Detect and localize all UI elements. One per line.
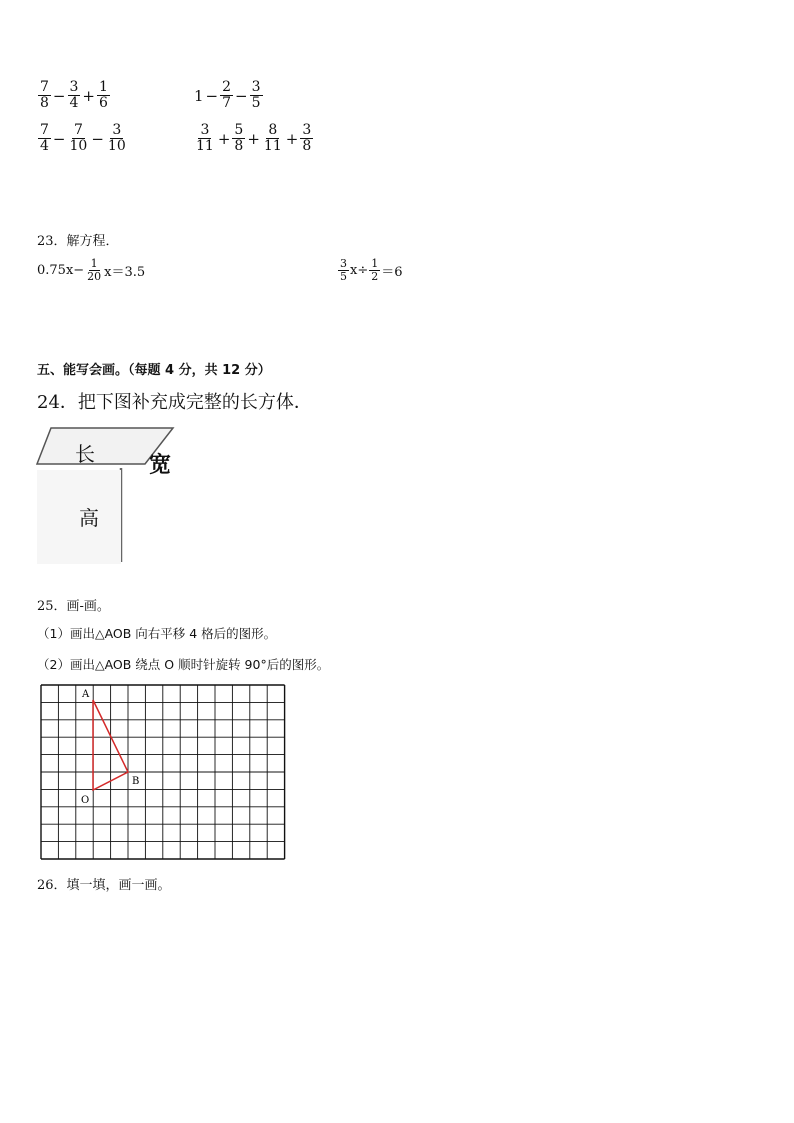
section-5-title: 五、能写会画。（每题 4 分，共 12 分） [37,363,271,378]
fraction: $\frac{3}{11}$ [196,122,214,154]
question-25-item-1: （1）画出△AOB 向右平移 4 格后的图形。 [37,626,277,641]
fraction: $\frac{2}{7}$ [222,79,232,111]
fraction: $\frac{1}{2}$ [371,257,379,283]
question-26-title: 26．填一填，画一画。 [37,878,171,893]
fraction: $\frac{3}{4}$ [69,79,79,111]
cuboid-figure [35,418,195,566]
grid-figure [38,682,290,864]
cuboid-drawing [35,418,195,566]
point-a-label: A [82,689,90,700]
fraction: $\frac{3}{5}$ [340,257,347,283]
calc-expression-3: $\frac{7}{4}$ − $\frac{7}{10}$ − $\frac{3}{10}$ [40,122,126,154]
label-width: 宽 [149,453,172,478]
grid-drawing [38,682,290,864]
question-25-item-2: （2）画出△AOB 绕点 O 顺时针旋转 90°后的图形。 [37,657,330,672]
question-24-title: 24．把下图补充成完整的长方体． [37,392,312,413]
fraction: $\frac{1}{6}$ [99,79,108,111]
equation-2: $\frac{3}{5}$ x÷ $\frac{1}{2}$ ＝6 [340,257,403,283]
fraction: $\frac{7}{10}$ [69,122,88,154]
fraction: $\frac{3}{5}$ [251,79,261,111]
calc-expression-4: $\frac{3}{11}$ + $\frac{5}{8}$ + $\frac{8}{11}$ + $\frac{3}{8}$ [196,122,312,154]
point-o-label: O [81,795,90,806]
fraction: $\frac{3}{10}$ [107,122,126,154]
point-b-label: B [132,776,140,787]
fraction: $\frac{7}{8}$ [40,79,49,111]
calc-expression-1: $\frac{7}{8}$ − $\frac{3}{4}$ + $\frac{1}{6}$ [40,79,108,111]
question-23-title: 23．解方程． [37,234,119,249]
fraction: $\frac{8}{11}$ [263,122,282,154]
question-25-title: 25．画-画。 [37,599,110,614]
label-length: 长 [75,442,95,466]
label-height: 高 [79,506,99,530]
fraction: $\frac{5}{8}$ [234,122,244,154]
fraction: $\frac{7}{4}$ [40,122,49,154]
calc-expression-2: 1 − $\frac{2}{7}$ − $\frac{3}{5}$ [194,79,261,111]
equation-1: 0.75x− $\frac{1}{20}$ x＝3.5 [37,257,146,283]
fraction: $\frac{3}{8}$ [302,122,312,154]
grid-lines [41,685,285,859]
fraction: $\frac{1}{20}$ [87,257,102,283]
